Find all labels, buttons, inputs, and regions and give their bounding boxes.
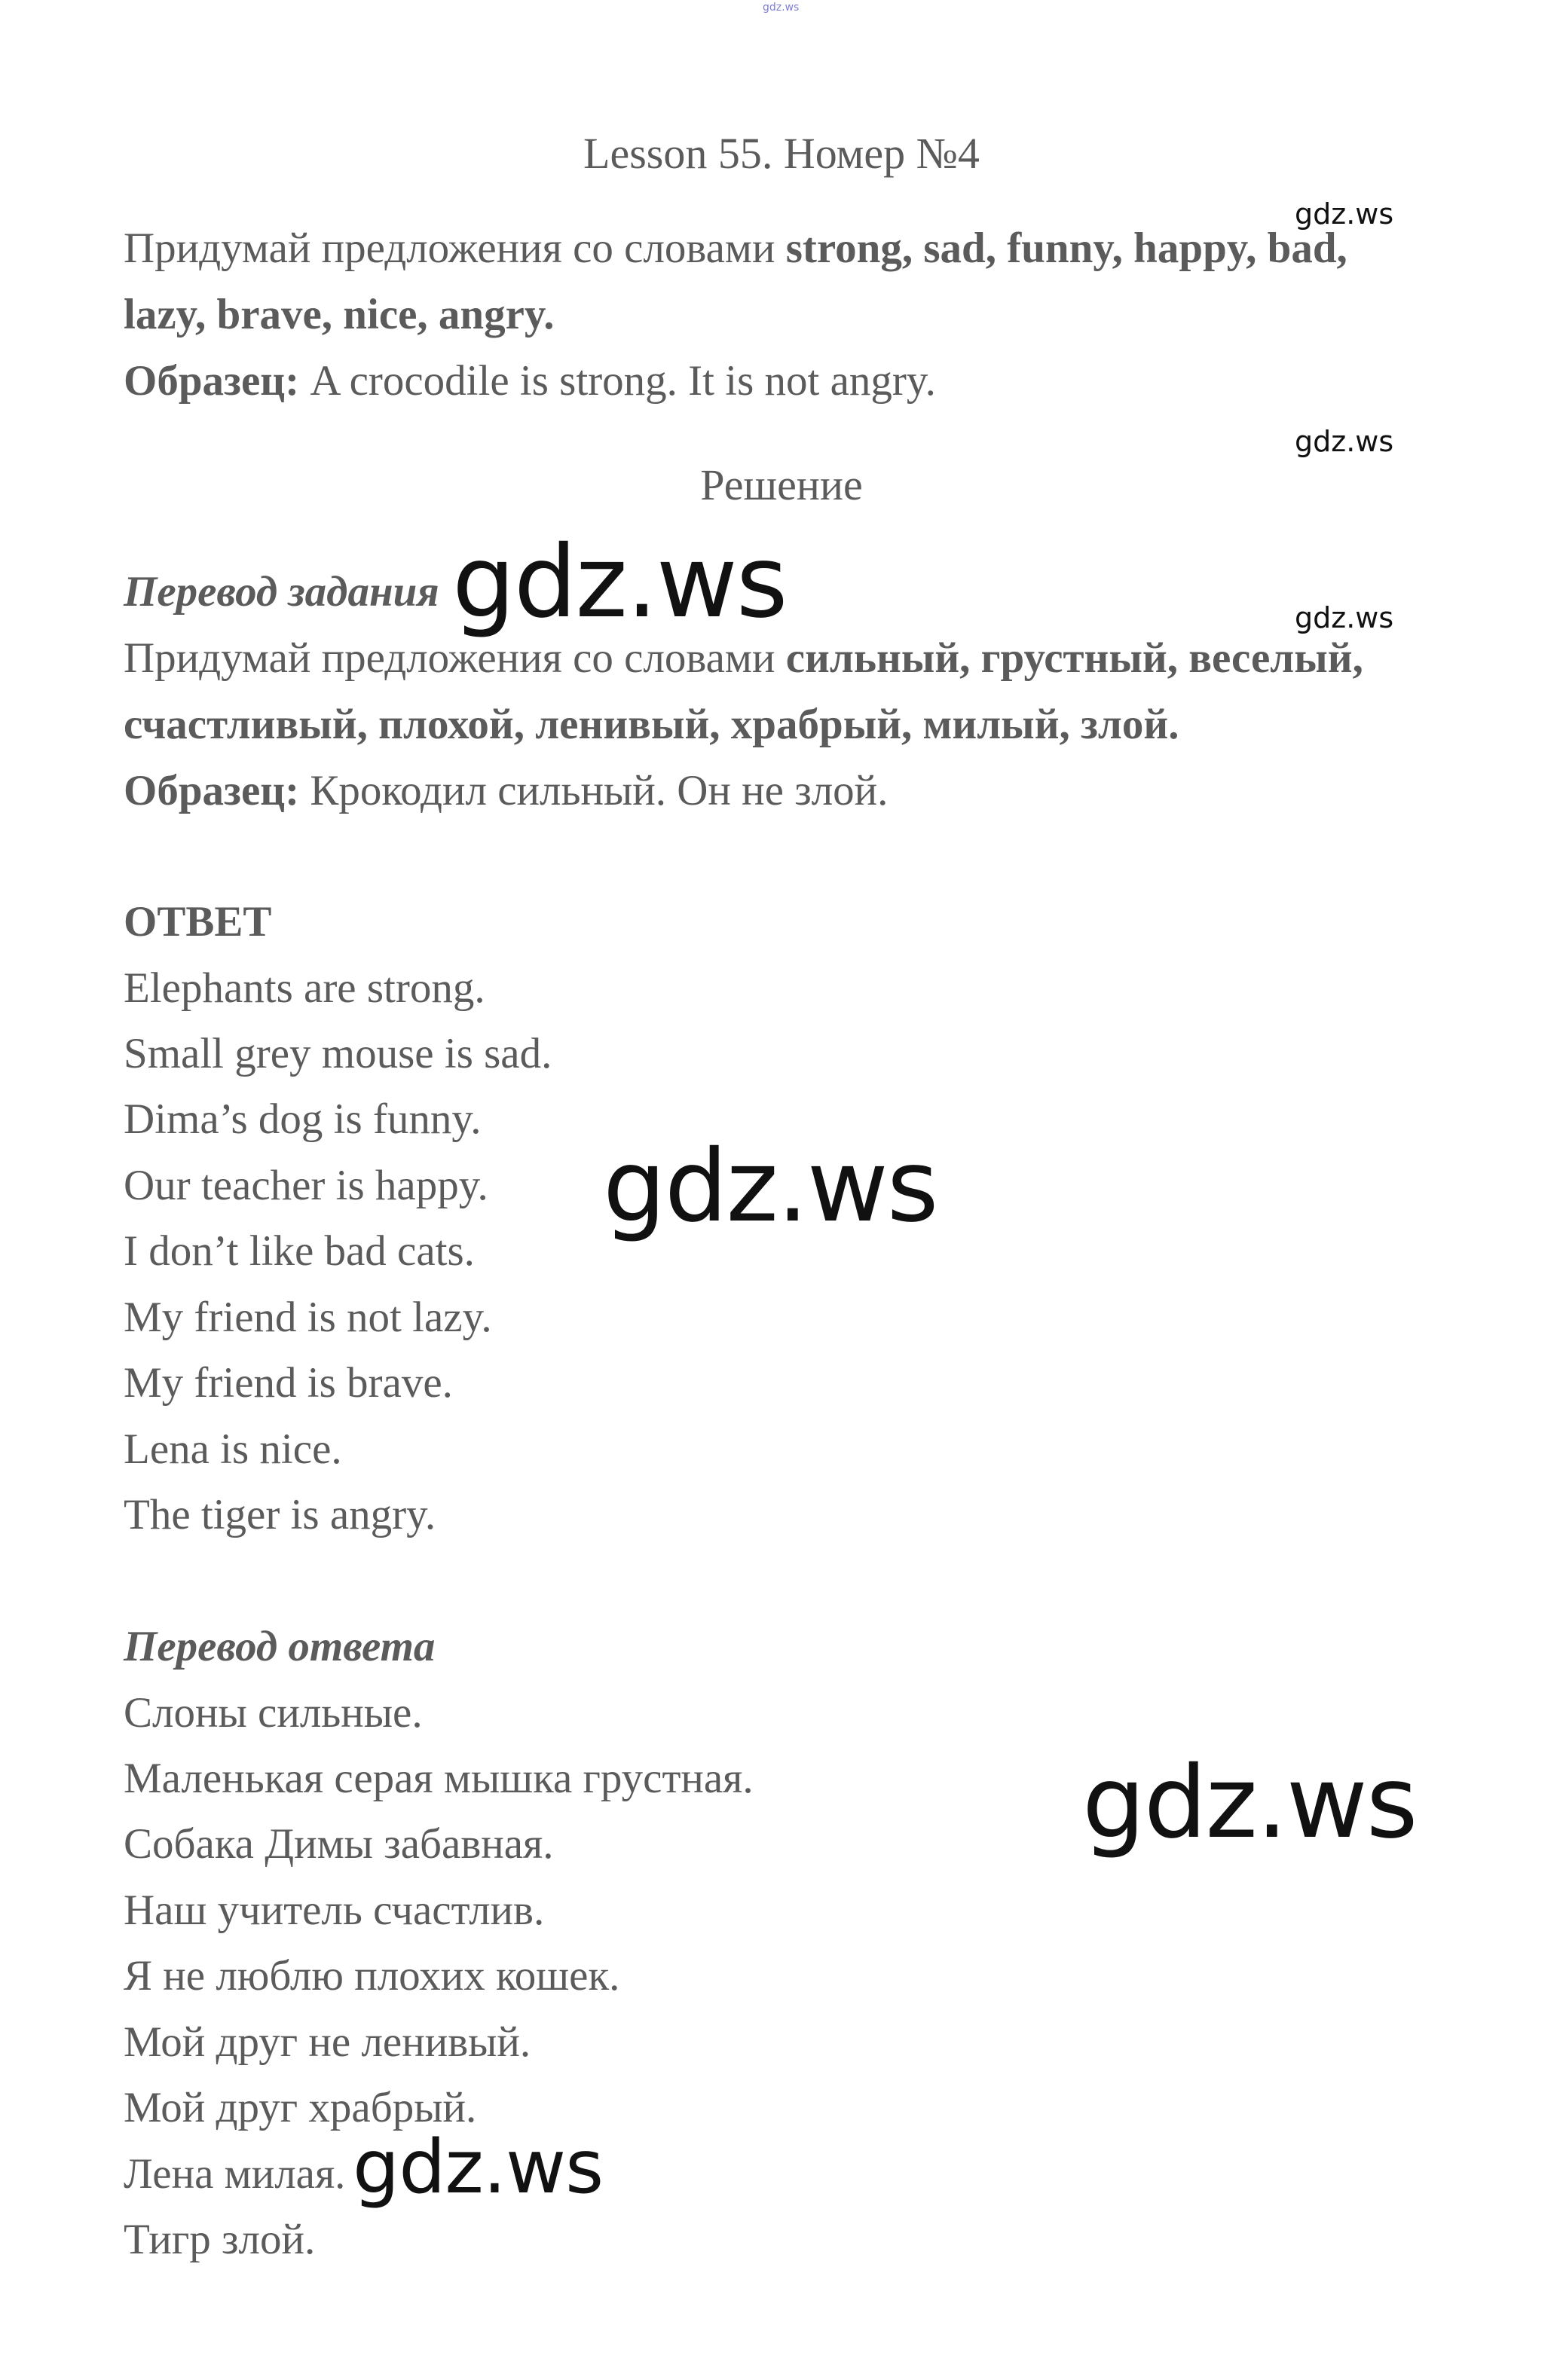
task-translation-line-1 bbox=[124, 625, 1363, 692]
task-translation-sample bbox=[124, 758, 888, 824]
answer-line: The tiger is angry. bbox=[124, 1491, 436, 1538]
translation-line: Мой друг не ленивый. bbox=[124, 2018, 531, 2066]
translation-line: Я не люблю плохих кошек. bbox=[124, 1952, 620, 2000]
solution-heading: Решение bbox=[700, 460, 863, 509]
translation-line: Слоны сильные. bbox=[124, 1689, 423, 1737]
task-sample-label: Образец: bbox=[124, 357, 300, 405]
watermark-big-1: gdz.ws bbox=[452, 524, 787, 640]
translation-line: Тигр злой. bbox=[124, 2216, 316, 2263]
watermark-small-2: gdz.ws bbox=[1295, 425, 1394, 458]
translation-line: Наш учитель счастлив. bbox=[124, 1887, 545, 1934]
watermark-top-tiny: gdz.ws bbox=[763, 2, 800, 14]
task-sample bbox=[124, 348, 936, 414]
translation-line: Мой друг храбрый. bbox=[124, 2084, 477, 2131]
task-translation-words-1: сильный, грустный, веселый, bbox=[785, 634, 1363, 682]
task-prompt: Придумай предложения со словами bbox=[124, 225, 786, 272]
page-title: Lesson 55. Номер №4 bbox=[583, 129, 980, 178]
task-translation-sample-label: Образец: bbox=[124, 767, 300, 814]
task-sample-text: A crocodile is strong. It is not angry. bbox=[299, 357, 936, 405]
answer-line: Lena is nice. bbox=[124, 1425, 342, 1473]
answer-line: Dima’s dog is funny. bbox=[124, 1095, 482, 1143]
answer-line: Elephants are strong. bbox=[124, 964, 485, 1012]
answer-heading: ОТВЕТ bbox=[124, 898, 272, 946]
task-translation-sample-text: Крокодил сильный. Он не злой. bbox=[299, 767, 889, 814]
task-line-1 bbox=[124, 215, 1347, 282]
task-words-2: lazy, brave, nice, angry. bbox=[124, 291, 555, 338]
task-translation-words-2: счастливый, плохой, ленивый, храбрый, милый, злой. bbox=[124, 701, 1179, 748]
task-translation-prompt: Придумай предложения со словами bbox=[124, 634, 786, 682]
translation-line: Собака Димы забавная. bbox=[124, 1820, 554, 1868]
translation-line: Маленькая серая мышка грустная. bbox=[124, 1755, 754, 1802]
watermark-big-3: gdz.ws bbox=[1082, 1745, 1417, 1861]
translation-line: Лена милая. bbox=[124, 2150, 346, 2198]
answer-line: My friend is brave. bbox=[124, 1359, 453, 1407]
watermark-small-1: gdz.ws bbox=[1295, 197, 1394, 231]
task-words-1: strong, sad, funny, happy, bad, bbox=[785, 225, 1347, 272]
task-translation-heading: Перевод задания bbox=[124, 568, 439, 616]
answer-line: Our teacher is happy. bbox=[124, 1162, 488, 1209]
answer-line: My friend is not lazy. bbox=[124, 1294, 492, 1341]
watermark-big-2: gdz.ws bbox=[603, 1129, 937, 1245]
watermark-small-3: gdz.ws bbox=[1295, 601, 1394, 634]
answer-translation-heading: Перевод ответа bbox=[124, 1623, 436, 1670]
answer-line: Small grey mouse is sad. bbox=[124, 1030, 552, 1077]
answer-line: I don’t like bad cats. bbox=[124, 1227, 475, 1275]
watermark-mid-1: gdz.ws bbox=[353, 2125, 604, 2210]
